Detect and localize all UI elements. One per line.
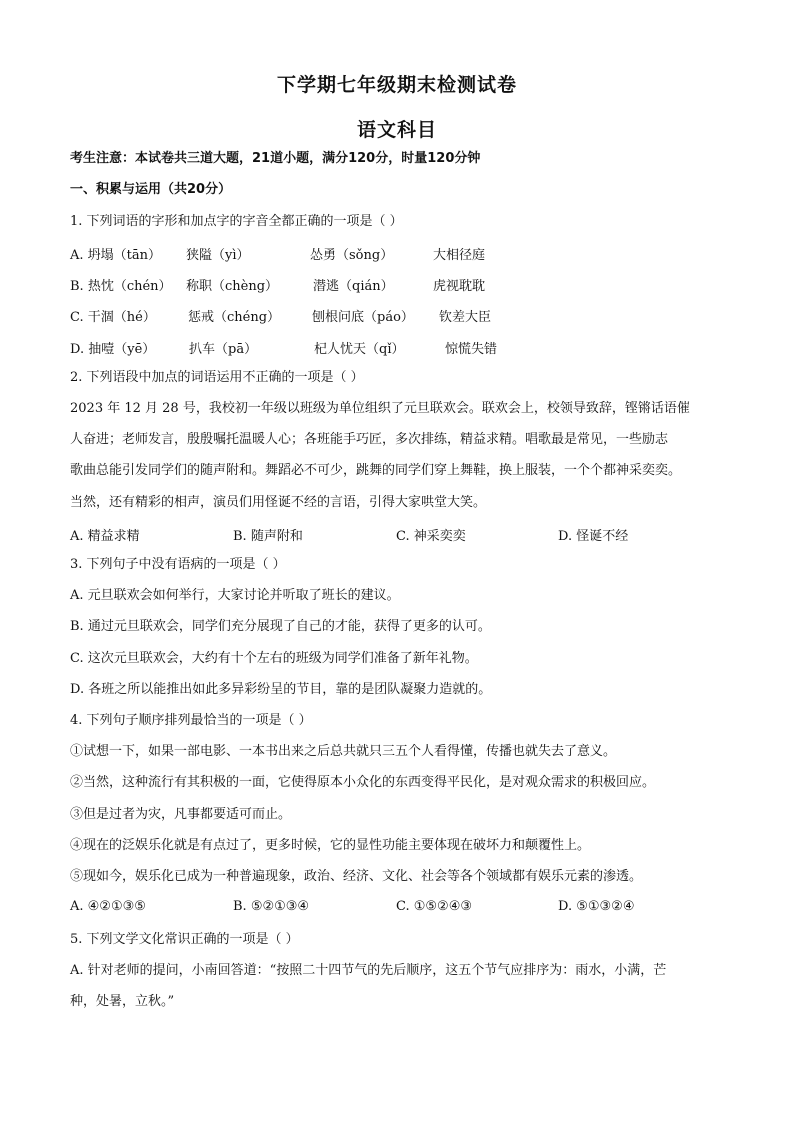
option-word: 大相径庭 [433, 248, 486, 263]
option-word: 称职（chèng） [186, 279, 279, 294]
question-2-passage-line: 2023 年 12 月 28 号，我校初一年级以班级为单位组织了元旦联欢会。联欢会上，校领导致辞，铿锵话语催 [70, 401, 690, 416]
question-4-option-a: A. ④②①③⑤ [70, 899, 146, 914]
question-2-passage-line: 人奋进；老师发言，殷殷嘱托温暖人心；各班能手巧匠，多次排练，精益求精。唱歌最是常见，一些励志 [70, 432, 669, 447]
question-5-stem: 5. 下列文学文化常识正确的一项是（ ） [70, 932, 299, 947]
section-1-title: 一、积累与运用（共20分） [70, 182, 232, 197]
question-4-option-d: D. ⑤①③②④ [558, 899, 635, 914]
question-2-option-a: A. 精益求精 [70, 529, 140, 544]
option-word: B. 热忱（chén） [70, 279, 172, 294]
question-2-option-c: C. 神采奕奕 [396, 529, 466, 544]
option-word: 惩戒（chéng） [188, 310, 281, 325]
question-4-sentence-1: ①试想一下，如果一部电影、一本书出来之后总共就只三五个人看得懂，传播也就失去了意义。 [70, 744, 617, 759]
question-3-option-d: D. 各班之所以能推出如此多异彩纷呈的节目，靠的是团队凝聚力造就的。 [70, 682, 492, 697]
question-2-stem: 2. 下列语段中加点的词语运用不正确的一项是（ ） [70, 370, 364, 385]
question-4-sentence-5: ⑤现如今，娱乐化已成为一种普遍现象，政治、经济、文化、社会等各个领域都有娱乐元素的渗透。 [70, 869, 643, 884]
question-4-option-c: C. ①⑤②④③ [396, 899, 473, 914]
exam-title: 下学期七年级期末检测试卷 [276, 74, 517, 96]
option-word: 怂勇（sǒng） [310, 248, 394, 263]
question-1-stem: 1. 下列词语的字形和加点字的字音全都正确的一项是（ ） [70, 214, 403, 229]
option-word: C. 干涸（hé） [70, 310, 156, 325]
question-3-option-b: B. 通过元旦联欢会，同学们充分展现了自己的才能，获得了更多的认可。 [70, 619, 491, 634]
option-word: 惊慌失错 [445, 342, 498, 357]
question-2-option-d: D. 怪诞不经 [558, 529, 629, 544]
question-4-sentence-2: ②当然，这种流行有其积极的一面，它使得原本小众化的东西变得平民化，是对观众需求的积极回应。 [70, 775, 656, 790]
option-word: 杞人忧天（qǐ） [314, 342, 405, 357]
option-word: 扒车（pā） [189, 342, 258, 357]
question-2-passage-line: 当然，还有精彩的相声，演员们用怪诞不经的言语，引得大家哄堂大笑。 [70, 495, 487, 510]
option-word: A. 坍塌（tān） [70, 248, 162, 263]
question-4-option-b: B. ⑤②①③④ [233, 899, 310, 914]
question-3-option-c: C. 这次元旦联欢会，大约有十个左右的班级为同学们准备了新年礼物。 [70, 651, 478, 666]
option-word: 刨根问底（páo） [312, 310, 414, 325]
question-5-option-a-line: 种，处暑，立秋。” [70, 994, 175, 1009]
subject-title: 语文科目 [356, 119, 437, 141]
question-4-stem: 4. 下列句子顺序排列最恰当的一项是（ ） [70, 713, 312, 728]
question-2-option-b: B. 随声附和 [233, 529, 303, 544]
option-word: 狭隘（yì） [186, 248, 250, 263]
exam-notice: 考生注意：本试卷共三道大题，21道小题，满分120分，时量120分钟 [70, 151, 481, 166]
question-5-option-a-line: A. 针对老师的提问，小南回答道：“按照二十四节气的先后顺序，这五个节气应排序为：雨水，小满，芒 [70, 963, 667, 978]
question-3-option-a: A. 元旦联欢会如何举行，大家讨论并听取了班长的建议。 [70, 588, 400, 603]
option-word: 潜逃（qián） [313, 279, 394, 294]
option-word: D. 抽噎（yē） [70, 342, 156, 357]
option-word: 虎视耽耽 [433, 279, 486, 294]
option-word: 钦差大臣 [439, 310, 492, 325]
question-3-stem: 3. 下列句子中没有语病的一项是（ ） [70, 557, 286, 572]
question-4-sentence-4: ④现在的泛娱乐化就是有点过了，更多时候，它的显性功能主要体现在破坏力和颠覆性上。 [70, 838, 591, 853]
question-4-sentence-3: ③但是过者为灾，凡事都要适可而止。 [70, 807, 292, 822]
question-2-passage-line: 歌曲总能引发同学们的随声附和。舞蹈必不可少，跳舞的同学们穿上舞鞋，换上服装，一个个都神采奕奕。 [70, 463, 682, 478]
